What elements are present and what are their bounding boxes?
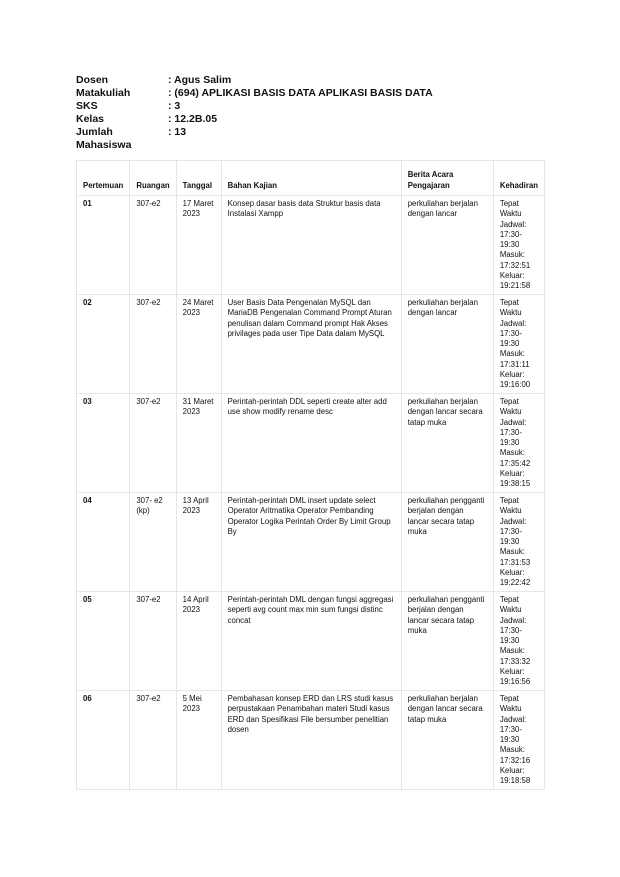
- cell-ruangan: 307-e2: [130, 196, 176, 295]
- info-matakuliah: [76, 87, 433, 100]
- table-row: [77, 295, 545, 394]
- cell-bahan-kajian: Konsep dasar basis data Struktur basis data Instalasi Xampp: [221, 196, 401, 295]
- col-ruangan: Ruangan: [130, 161, 176, 196]
- cell-tanggal: 14 April 2023: [176, 592, 221, 691]
- table-row: [77, 592, 545, 691]
- cell-berita-acara: perkuliahan pengganti berjalan dengan lancar secara tatap muka: [401, 592, 493, 691]
- cell-ruangan: 307-e2: [130, 592, 176, 691]
- col-tanggal: Tanggal: [176, 161, 221, 196]
- cell-bahan-kajian: Perintah-perintah DDL seperti create alter add use show modify rename desc: [221, 394, 401, 493]
- attendance-table: [76, 160, 545, 790]
- cell-pertemuan: 03: [77, 394, 130, 493]
- cell-kehadiran: Tepat Waktu Jadwal: 17:30- 19:30 Masuk: 17:31:11 Keluar: 19:16:00: [493, 295, 544, 394]
- sks-label: SKS: [76, 100, 98, 112]
- cell-berita-acara: perkuliahan berjalan dengan lancar secara tatap muka: [401, 691, 493, 790]
- cell-bahan-kajian: Pembahasan konsep ERD dan LRS studi kasus perpustakaan Penambahan materi Studi kasus ERD dan Spesifikasi File bersumber penelitian dosen: [221, 691, 401, 790]
- table-header-row: [77, 161, 545, 196]
- cell-berita-acara: perkuliahan berjalan dengan lancar secara tatap muka: [401, 394, 493, 493]
- course-info: [76, 74, 433, 152]
- dosen-label: Dosen: [76, 74, 109, 86]
- cell-ruangan: 307-e2: [130, 394, 176, 493]
- dosen-value: : Agus Salim: [168, 74, 232, 86]
- cell-tanggal: 5 Mei 2023: [176, 691, 221, 790]
- kelas-value: : 12.2B.05: [168, 113, 218, 125]
- cell-ruangan: 307-e2: [130, 691, 176, 790]
- cell-kehadiran: Tepat Waktu Jadwal: 17:30- 19:30 Masuk: 17:32:51 Keluar: 19:21:58: [493, 196, 544, 295]
- jumlah-label: Jumlah Mahasiswa: [76, 126, 132, 151]
- sks-value: : 3: [168, 100, 181, 112]
- col-berita-acara: Berita Acara Pengajaran: [401, 161, 493, 196]
- matakuliah-label: Matakuliah: [76, 87, 131, 99]
- info-jumlah-mahasiswa: [76, 126, 433, 152]
- cell-berita-acara: perkuliahan berjalan dengan lancar: [401, 196, 493, 295]
- cell-kehadiran: Tepat Waktu Jadwal: 17:30- 19:30 Masuk: 17:31:53 Keluar: 19:22:42: [493, 493, 544, 592]
- info-sks: [76, 100, 433, 113]
- cell-pertemuan: 05: [77, 592, 130, 691]
- cell-pertemuan: 02: [77, 295, 130, 394]
- info-dosen: [76, 74, 433, 87]
- cell-bahan-kajian: Perintah-perintah DML insert update select Operator Aritmatika Operator Pembanding Operator Logika Perintah Order By Limit Group By: [221, 493, 401, 592]
- kelas-label: Kelas: [76, 113, 105, 125]
- cell-tanggal: 17 Maret 2023: [176, 196, 221, 295]
- cell-tanggal: 13 April 2023: [176, 493, 221, 592]
- cell-berita-acara: perkuliahan berjalan dengan lancar: [401, 295, 493, 394]
- info-kelas: [76, 113, 433, 126]
- cell-tanggal: 24 Maret 2023: [176, 295, 221, 394]
- table-row: [77, 493, 545, 592]
- table-row: [77, 196, 545, 295]
- cell-kehadiran: Tepat Waktu Jadwal: 17:30- 19:30 Masuk: 17:33:32 Keluar: 19:16:56: [493, 592, 544, 691]
- col-kehadiran: Kehadiran: [493, 161, 544, 196]
- cell-kehadiran: Tepat Waktu Jadwal: 17:30- 19:30 Masuk: 17:32:16 Keluar: 19:18:58: [493, 691, 544, 790]
- col-bahan-kajian: Bahan Kajian: [221, 161, 401, 196]
- cell-tanggal: 31 Maret 2023: [176, 394, 221, 493]
- cell-bahan-kajian: Perintah-perintah DML dengan fungsi aggregasi seperti avg count max min sum fungsi distinc concat: [221, 592, 401, 691]
- cell-berita-acara: perkuliahan pengganti berjalan dengan lancar secara tatap muka: [401, 493, 493, 592]
- matakuliah-value: : (694) APLIKASI BASIS DATA APLIKASI BASIS DATA: [168, 87, 433, 99]
- table-row: [77, 691, 545, 790]
- cell-kehadiran: Tepat Waktu Jadwal: 17:30- 19:30 Masuk: 17:35:42 Keluar: 19:38:15: [493, 394, 544, 493]
- jumlah-value: : 13: [168, 126, 187, 138]
- cell-pertemuan: 06: [77, 691, 130, 790]
- cell-ruangan: 307- e2 (kp): [130, 493, 176, 592]
- cell-pertemuan: 04: [77, 493, 130, 592]
- table-row: [77, 394, 545, 493]
- cell-bahan-kajian: User Basis Data Pengenalan MySQL dan MariaDB Pengenalan Command Prompt Aturan penulisan dalam Command prompt Hak Akses privilages pada user Tipe Data dalam MySQL: [221, 295, 401, 394]
- cell-ruangan: 307-e2: [130, 295, 176, 394]
- col-pertemuan: Pertemuan: [77, 161, 130, 196]
- cell-pertemuan: 01: [77, 196, 130, 295]
